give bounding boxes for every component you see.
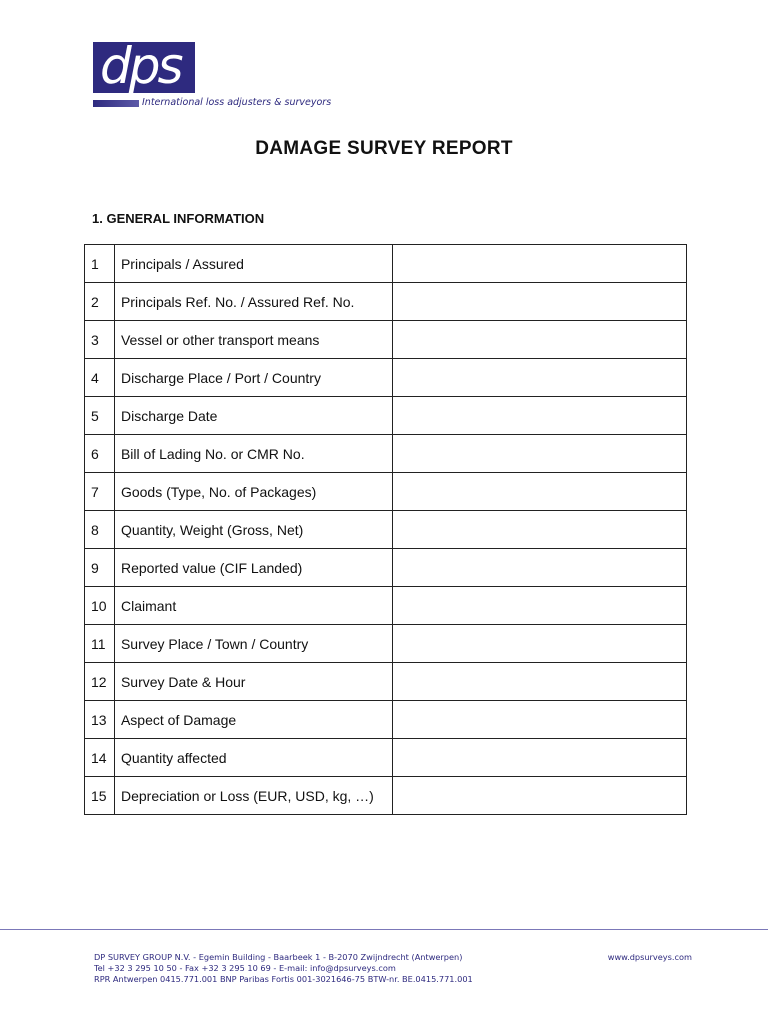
table-row [85, 587, 687, 625]
row-value-field[interactable] [393, 359, 687, 397]
row-number: 10 [85, 587, 115, 625]
table-row [85, 777, 687, 815]
row-value-field[interactable] [393, 625, 687, 663]
row-label: Depreciation or Loss (EUR, USD, kg, …) [114, 777, 392, 815]
row-number: 9 [85, 549, 115, 587]
table-row [85, 397, 687, 435]
row-number: 1 [85, 245, 115, 283]
row-number: 6 [85, 435, 115, 473]
row-label: Survey Date & Hour [114, 663, 392, 701]
row-label: Principals / Assured [114, 245, 392, 283]
table-row [85, 549, 687, 587]
row-value-field[interactable] [393, 777, 687, 815]
footer-line-2: Tel +32 3 295 10 50 - Fax +32 3 295 10 69 - E-mail: info@dpsurveys.com [94, 963, 396, 973]
row-value-field[interactable] [393, 321, 687, 359]
row-number: 3 [85, 321, 115, 359]
row-label: Bill of Lading No. or CMR No. [114, 435, 392, 473]
logo-tagline: International loss adjusters & surveyors [142, 97, 332, 108]
table-row [85, 701, 687, 739]
row-label: Reported value (CIF Landed) [114, 549, 392, 587]
row-label: Vessel or other transport means [114, 321, 392, 359]
document-title: DAMAGE SURVEY REPORT [255, 138, 513, 159]
footer-line-3: RPR Antwerpen 0415.771.001 BNP Paribas Fortis 001-3021646-75 BTW-nr. BE.0415.771.001 [94, 974, 473, 984]
row-value-field[interactable] [393, 283, 687, 321]
footer-line-1: DP SURVEY GROUP N.V. - Egemin Building - Baarbeek 1 - B-2070 Zwijndrecht (Antwerpen) [94, 952, 463, 962]
table-row [85, 245, 687, 283]
logo-underline-bar [93, 100, 139, 107]
row-number: 4 [85, 359, 115, 397]
table-row [85, 435, 687, 473]
table-row [85, 473, 687, 511]
row-label: Aspect of Damage [114, 701, 392, 739]
table-row [85, 511, 687, 549]
row-value-field[interactable] [393, 701, 687, 739]
row-value-field[interactable] [393, 739, 687, 777]
table-row [85, 625, 687, 663]
row-value-field[interactable] [393, 473, 687, 511]
row-number: 12 [85, 663, 115, 701]
row-label: Quantity affected [114, 739, 392, 777]
row-label: Principals Ref. No. / Assured Ref. No. [114, 283, 392, 321]
row-label: Quantity, Weight (Gross, Net) [114, 511, 392, 549]
row-number: 13 [85, 701, 115, 739]
row-value-field[interactable] [393, 549, 687, 587]
row-label: Claimant [114, 587, 392, 625]
table-row [85, 321, 687, 359]
section-heading: 1. GENERAL INFORMATION [92, 211, 265, 226]
row-label: Discharge Date [114, 397, 392, 435]
table-row [85, 359, 687, 397]
logo-mark [93, 42, 195, 93]
row-number: 7 [85, 473, 115, 511]
footer-website: www.dpsurveys.com [607, 952, 692, 962]
row-number: 15 [85, 777, 115, 815]
row-label: Discharge Place / Port / Country [114, 359, 392, 397]
row-number: 5 [85, 397, 115, 435]
row-value-field[interactable] [393, 435, 687, 473]
table-row [85, 663, 687, 701]
general-information-table [84, 244, 687, 815]
row-value-field[interactable] [393, 511, 687, 549]
row-value-field[interactable] [393, 663, 687, 701]
row-number: 2 [85, 283, 115, 321]
row-value-field[interactable] [393, 245, 687, 283]
company-logo [93, 42, 333, 112]
row-number: 11 [85, 625, 115, 663]
row-label: Goods (Type, No. of Packages) [114, 473, 392, 511]
row-number: 14 [85, 739, 115, 777]
row-value-field[interactable] [393, 397, 687, 435]
footer-divider [0, 929, 768, 930]
table-row [85, 283, 687, 321]
table-row [85, 739, 687, 777]
logo-text: dps [100, 42, 181, 93]
row-label: Survey Place / Town / Country [114, 625, 392, 663]
row-value-field[interactable] [393, 587, 687, 625]
row-number: 8 [85, 511, 115, 549]
footer-address [94, 952, 473, 985]
